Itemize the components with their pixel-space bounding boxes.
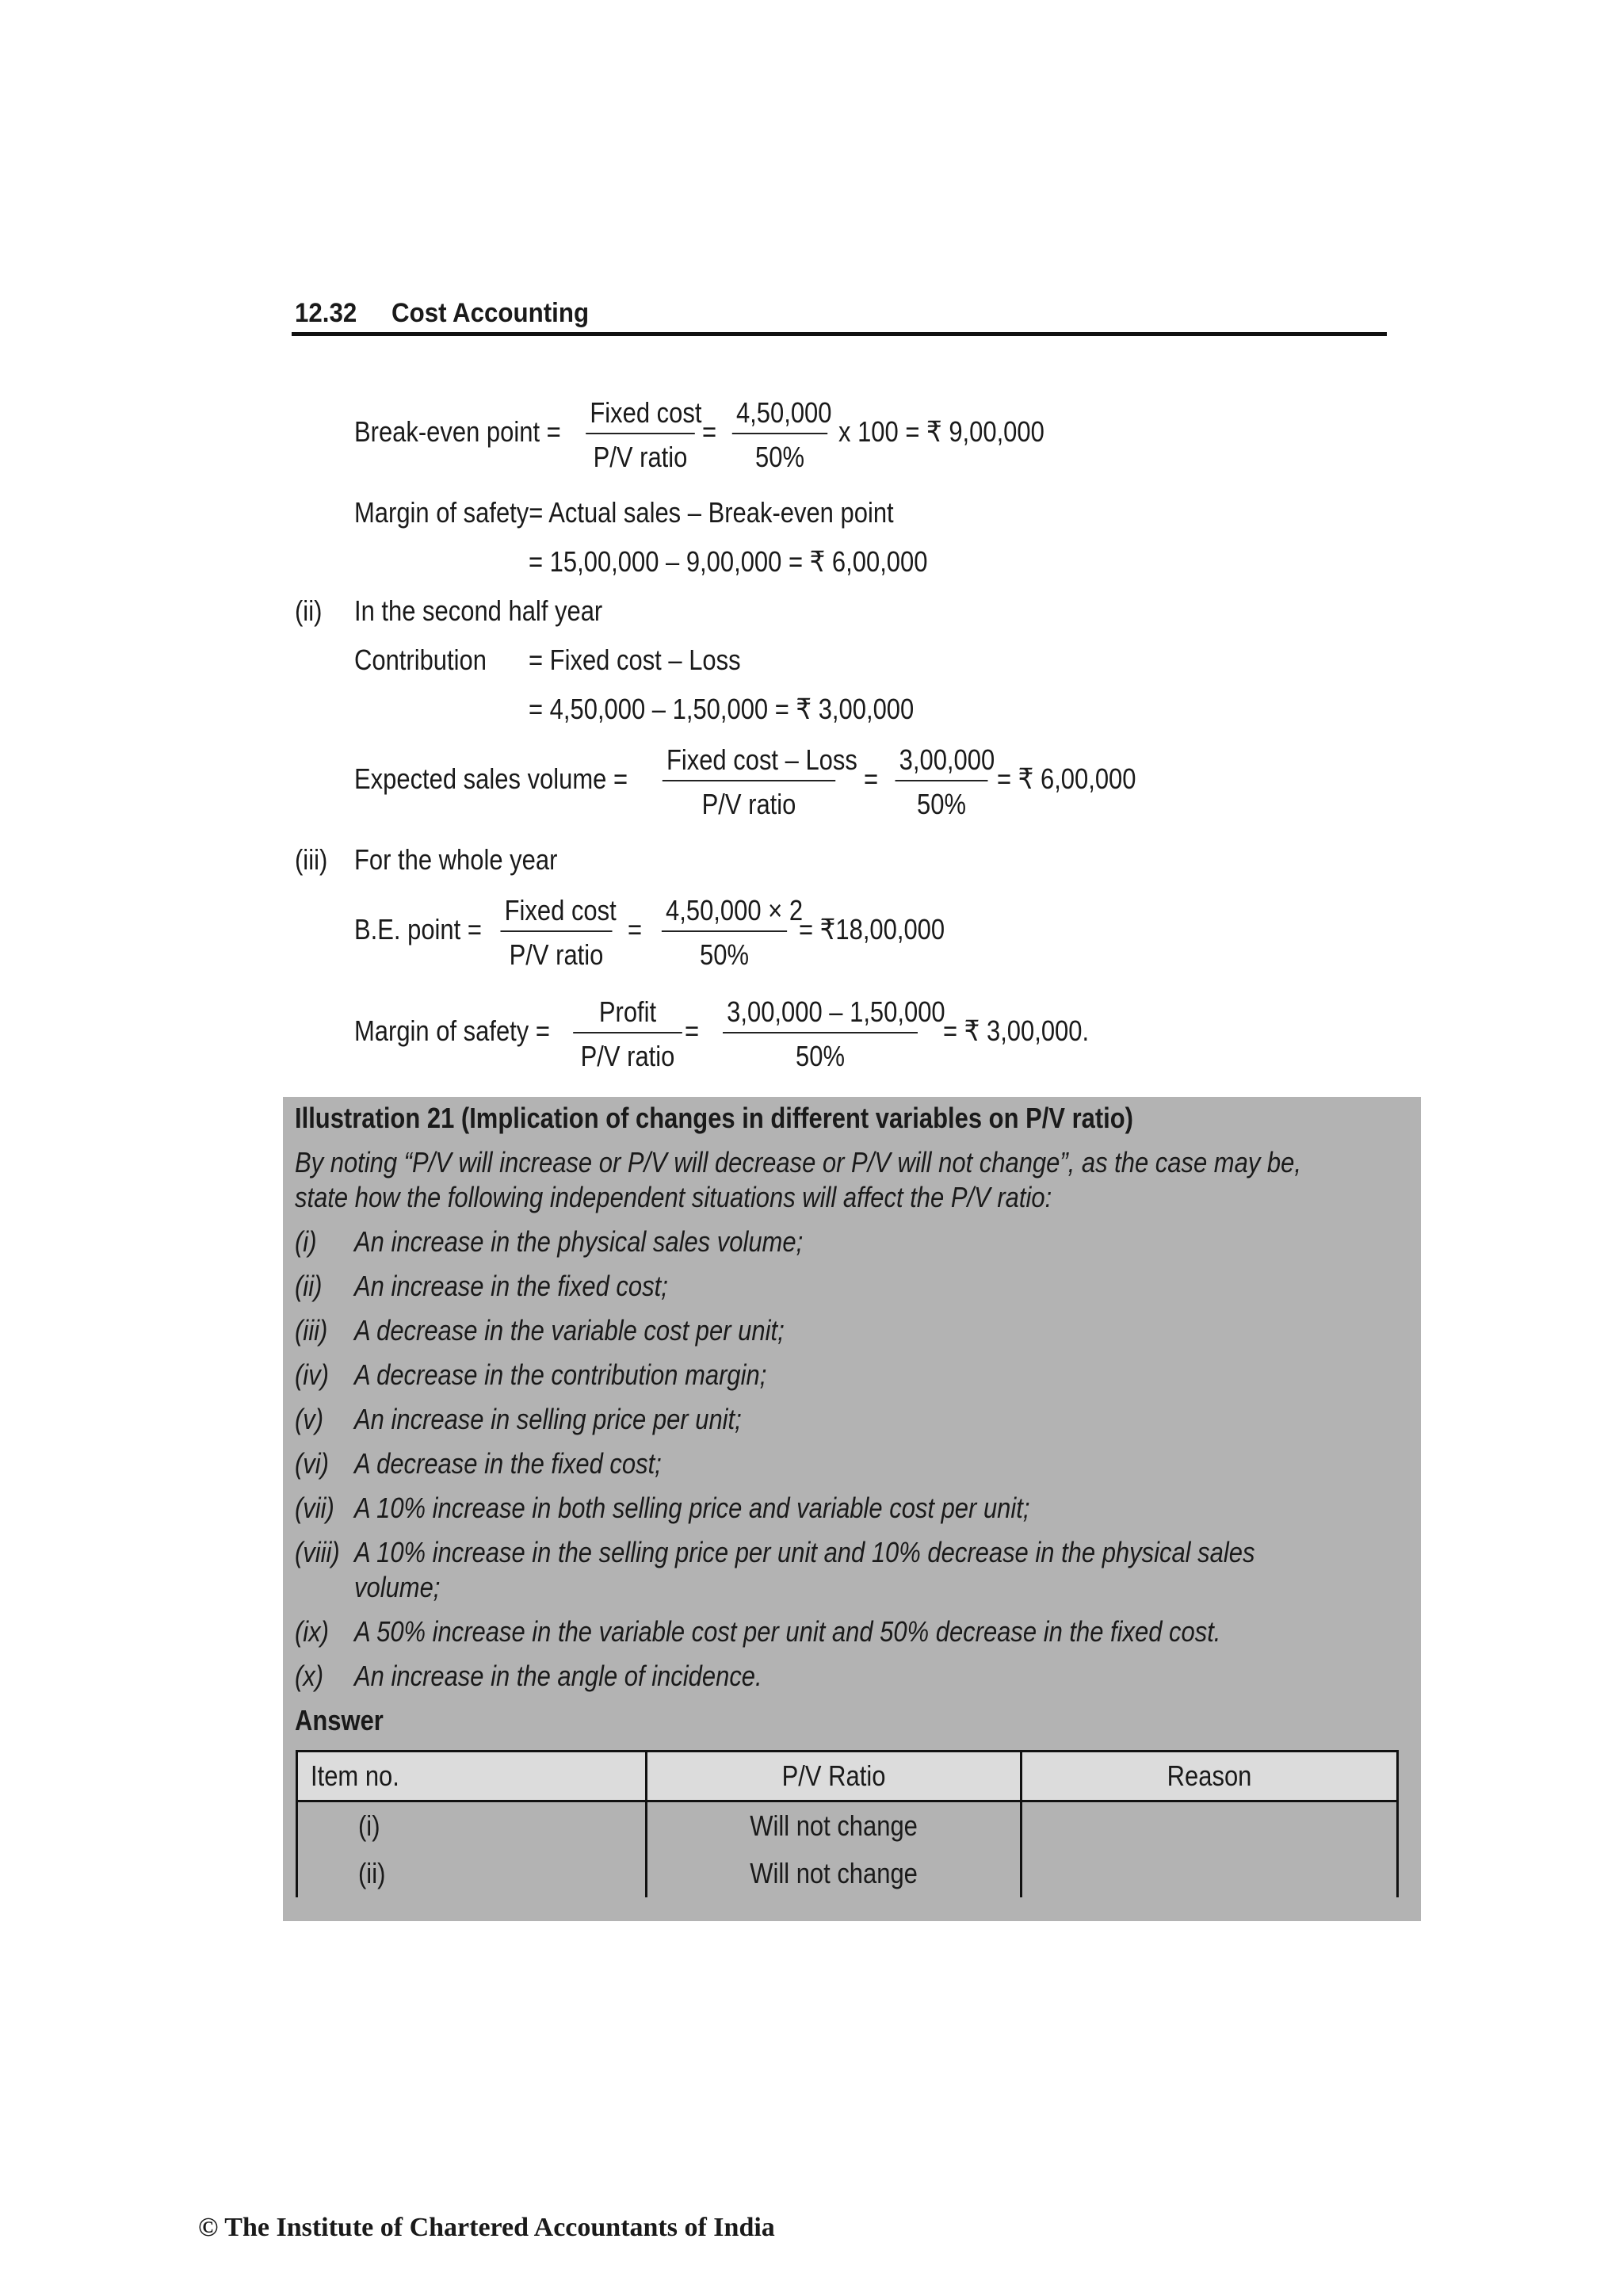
mos2-result: = ₹ 3,00,000. (943, 1014, 1090, 1047)
column-header-item-no: Item no. (297, 1752, 647, 1801)
list-item-number: (iii) (295, 1314, 328, 1347)
list-item: A decrease in the variable cost per unit; (354, 1314, 785, 1347)
mos2-label: Margin of safety = (354, 1014, 550, 1047)
illustration-intro-2: state how the following independent situations will affect the P/V ratio: (295, 1181, 1052, 1213)
bep-fraction-2: $\frac{4,50,000}{50\%}$ (724, 396, 835, 474)
esv-fraction-1: Fixed cost – Loss P/V ratio (648, 743, 850, 821)
list-item-number: (vi) (295, 1447, 329, 1480)
list-item: An increase in the angle of incidence. (354, 1660, 762, 1692)
table-row (297, 1801, 1398, 1851)
list-item-number: (viii) (295, 1536, 340, 1568)
contribution-calc: = 4,50,000 – 1,50,000 = ₹ 3,00,000 (529, 693, 915, 725)
table-cell: Will not change (647, 1801, 1022, 1851)
part-ii-number: (ii) (295, 594, 323, 627)
esv-label: Expected sales volume = (354, 762, 628, 795)
list-item-number: (ix) (295, 1615, 329, 1648)
part-ii-text: In the second half year (354, 594, 603, 627)
list-item: An increase in the fixed cost; (354, 1270, 668, 1302)
be-result: = ₹18,00,000 (799, 913, 945, 946)
table-cell: Will not change (647, 1850, 1022, 1897)
list-item-number: (ii) (295, 1270, 323, 1302)
list-item-number: (v) (295, 1403, 324, 1435)
list-item: A decrease in the fixed cost; (354, 1447, 662, 1480)
list-item: An increase in the physical sales volume; (354, 1225, 804, 1258)
list-item-continuation: volume; (354, 1571, 441, 1603)
part-iii-text: For the whole year (354, 843, 558, 876)
table-header-row (297, 1752, 1398, 1801)
mos2-fraction-1: Profit P/V ratio (564, 995, 691, 1073)
list-item-number: (i) (295, 1225, 317, 1258)
answer-label: Answer (295, 1704, 384, 1736)
table-cell: (i) (297, 1801, 647, 1851)
list-item: A decrease in the contribution margin; (354, 1358, 767, 1391)
list-item: A 50% increase in the variable cost per unit and 50% decrease in the fixed cost. (354, 1615, 1221, 1648)
column-header-reason: Reason (1022, 1752, 1398, 1801)
illustration-intro-1: By noting “P/V will increase or P/V will decrease or P/V will not change”, as the case may be, (295, 1146, 1301, 1179)
table-cell (1022, 1801, 1398, 1851)
column-header-pv-ratio: P/V Ratio (647, 1752, 1022, 1801)
answer-table (296, 1750, 1399, 1897)
table-row (297, 1850, 1398, 1897)
illustration-title: Illustration 21 (Implication of changes in different variables on P/V ratio) (295, 1102, 1134, 1134)
header-rule (292, 332, 1387, 336)
bep-label: Break-even point = (354, 415, 561, 448)
be-fraction-2: $\frac{4,50,000 \times 2}{50\%}$ (651, 894, 797, 972)
mos-label: Margin of safety= Actual sales – Break-even point (354, 496, 894, 529)
bep-result: x 100 = ₹ 9,00,000 (838, 415, 1044, 448)
chapter-title: Cost Accounting (391, 298, 590, 328)
esv-result: = ₹ 6,00,000 (997, 762, 1136, 795)
page-number: 12.32 (295, 298, 357, 328)
list-item: A 10% increase in the selling price per unit and 10% decrease in the physical sales (354, 1536, 1255, 1568)
table-cell: (ii) (297, 1850, 647, 1897)
mos2-fraction-2: $\frac{3,00,000 - 1,50,000}{50\%}$ (707, 995, 934, 1073)
esv-fraction-2: $\frac{3,00,000}{50\%}$ (888, 743, 995, 821)
be-label: B.E. point = (354, 913, 482, 946)
list-item: A 10% increase in both selling price and variable cost per unit; (354, 1492, 1030, 1524)
be-fraction-1: Fixed cost P/V ratio (491, 894, 621, 972)
table-cell (1022, 1850, 1398, 1897)
list-item: An increase in selling price per unit; (354, 1403, 742, 1435)
mos-calc: = 15,00,000 – 9,00,000 = ₹ 6,00,000 (529, 545, 928, 578)
contribution-label: Contribution (354, 644, 487, 676)
list-item-number: (x) (295, 1660, 324, 1692)
list-item-number: (iv) (295, 1358, 329, 1391)
contribution-formula: = Fixed cost – Loss (529, 644, 741, 676)
bep-fraction-1: Fixed cost P/V ratio (577, 396, 704, 474)
footer-copyright: © The Institute of Chartered Accountants of India (198, 2213, 775, 2242)
list-item-number: (vii) (295, 1492, 334, 1524)
part-iii-number: (iii) (295, 843, 328, 876)
